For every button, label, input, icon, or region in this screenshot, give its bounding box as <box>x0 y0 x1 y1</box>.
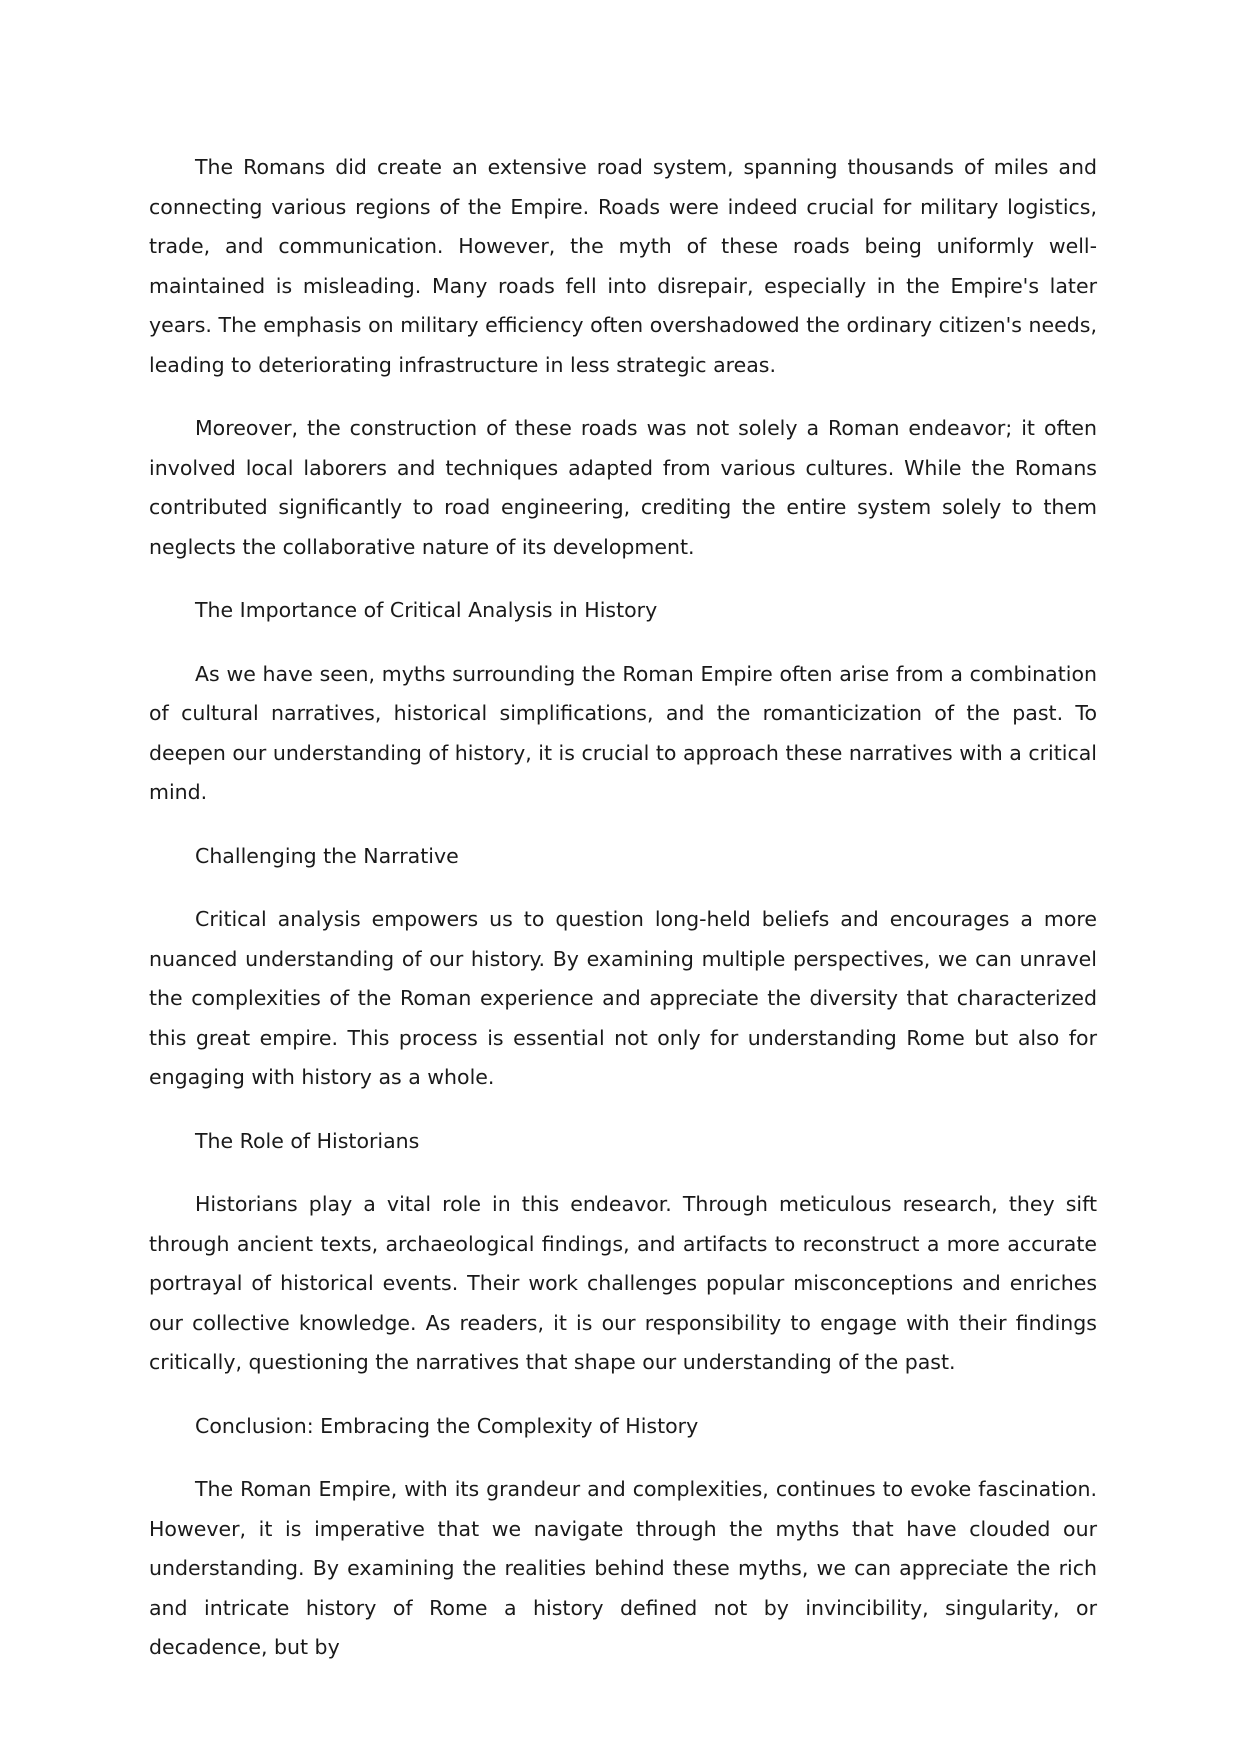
document-page <box>149 148 1097 1668</box>
section-heading-critical-analysis: The Importance of Critical Analysis in History <box>195 598 658 622</box>
paragraph-historians: Historians play a vital role in this endeavor. Through meticulous research, they sift through ancient texts, archaeological findings, and artifacts to reconstruct a more accurate portrayal of historical events. Their work challenges popular misconceptions and enriches our collective knowledge. As readers, it is our responsibility to engage with their findings critically, questioning the narratives that shape our understanding of the past. <box>149 1192 1097 1374</box>
section-heading-challenging-narrative: Challenging the Narrative <box>195 843 459 868</box>
paragraph-myths-overview: As we have seen, myths surrounding the Roman Empire often arise from a combination of cultural narratives, historical simplifications, and the romanticization of the past. To deepen our understanding of history, it is crucial to approach these narratives with a critical mind. <box>149 661 1097 804</box>
section-heading-conclusion: Conclusion: Embracing the Complexity of History <box>195 1413 699 1438</box>
paragraph-road-construction: Moreover, the construction of these roads was not solely a Roman endeavor; it often involved local laborers and techniques adapted from various cultures. While the Romans contributed significantly to road engineering, crediting the entire system solely to them neglects the collaborative nature of its development. <box>149 416 1097 559</box>
paragraph-roman-roads: The Romans did create an extensive road system, spanning thousands of miles and connecting various regions of the Empire. Roads were indeed crucial for military logistics, trade, and communication. However, the myth of these roads being uniformly well-maintained is misleading. Many roads fell into disrepair, especially in the Empire's later years. The emphasis on military efficiency often overshadowed the ordinary citizen's needs, leading to deteriorating infrastructure in less strategic areas. <box>149 155 1097 377</box>
paragraph-critical-analysis: Critical analysis empowers us to question long-held beliefs and encourages a more nuanced understanding of our history. By examining multiple perspectives, we can unravel the complexities of the Roman experience and appreciate the diversity that characterized this great empire. This process is essential not only for understanding Rome but also for engaging with history as a whole. <box>149 907 1097 1089</box>
section-heading-role-of-historians: The Role of Historians <box>195 1128 420 1153</box>
paragraph-conclusion: The Roman Empire, with its grandeur and complexities, continues to evoke fascination. However, it is imperative that we navigate through the myths that have clouded our understanding. By examining the realities behind these myths, we can appreciate the rich and intricate history of Rome a history defined not by invincibility, singularity, or decadence, but by <box>149 1477 1097 1659</box>
